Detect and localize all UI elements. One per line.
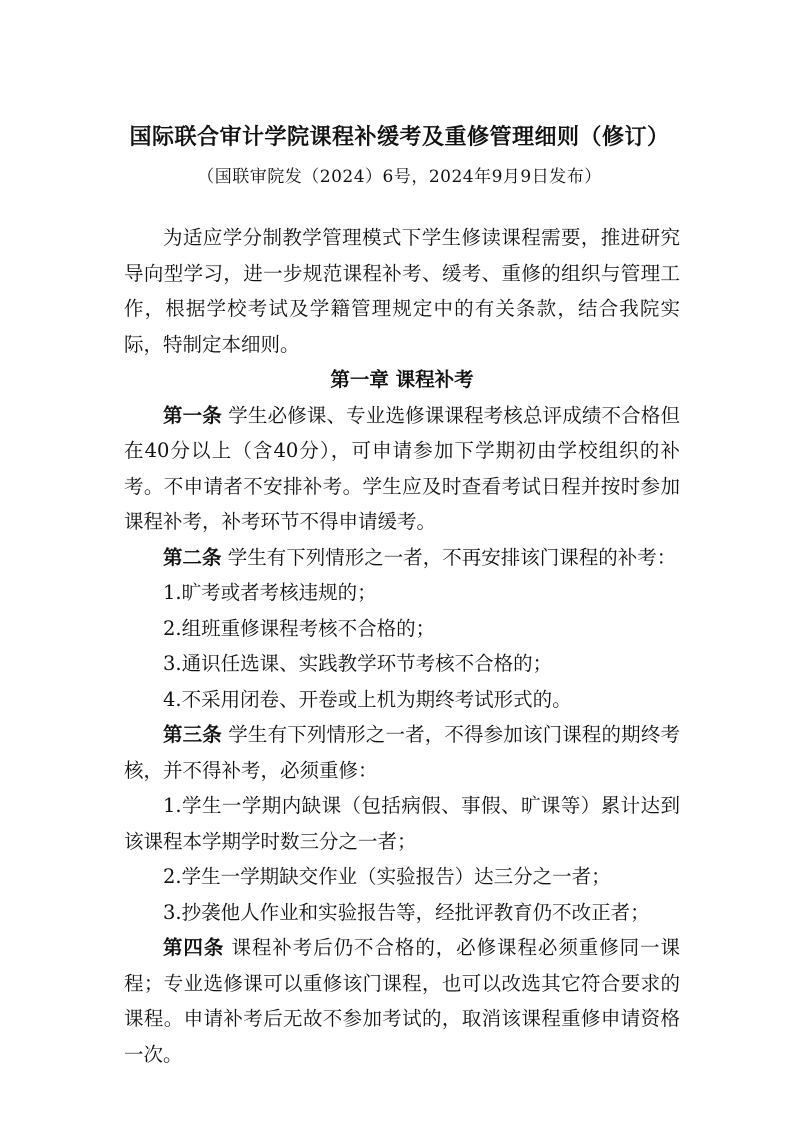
article-4 xyxy=(124,930,680,1072)
intro-paragraph: 为适应学分制教学管理模式下学生修读课程需要，推进研究导向型学习，进一步规范课程补考、缓考、重修的组织与管理工作，根据学校考试及学籍管理规定中的有关条款，结合我院实际，特制定本细则。 xyxy=(124,226,680,356)
article-3-item: 3.抄袭他人作业和实验报告等，经批评教育仍不改正者； xyxy=(163,900,650,924)
article-2-label: 第二条 xyxy=(163,545,222,569)
article-3-label: 第三条 xyxy=(163,723,222,746)
document-title: 国际联合审计学院课程补缓考及重修管理细则（修订） xyxy=(129,125,670,150)
article-4-text: 课程补考后仍不合格的，必修课程必须重修同一课程；专业选修课可以重修该门课程，也可以改选其它符合要求的课程。申请补考后无故不参加考试的，取消该课程重修申请资格一次。 xyxy=(124,936,680,1066)
chapter-heading: 第一章 课程补考 xyxy=(330,368,474,391)
article-2 xyxy=(124,540,680,576)
article-2-item: 3.通识任选课、实践教学环节考核不合格的； xyxy=(163,652,553,675)
article-3-item: 1.学生一学期内缺课（包括病假、事假、旷课等）累计达到该课程本学期学时数三分之一者； xyxy=(124,794,680,853)
article-2-text: 学生有下列情形之一者，不再安排该门课程的补考： xyxy=(227,545,677,569)
article-2-item: 4.不采用闭卷、开卷或上机为期终考试形式的。 xyxy=(163,687,572,711)
article-3 xyxy=(124,717,680,788)
article-3-text: 学生有下列情形之一者，不得参加该门课程的期终考核，并不得补考，必须重修： xyxy=(124,723,680,782)
document-subtitle: （国联审院发（2024）6号，2024年9月9日发布） xyxy=(197,167,602,187)
article-2-item: 2.组班重修课程考核不合格的； xyxy=(163,616,436,640)
article-1 xyxy=(124,398,680,540)
article-4-label: 第四条 xyxy=(163,936,225,959)
document-body xyxy=(124,220,680,1072)
article-3-item: 2.学生一学期缺交作业（实验报告）达三分之一者； xyxy=(163,865,611,888)
article-1-label: 第一条 xyxy=(163,403,222,427)
article-1-text: 学生必修课、专业选修课课程考核总评成绩不合格但在40分以上（含40分），可申请参加下学期初由学校组织的补考。不申请者不安排补考。学生应及时查看考试日程并按时参加课程补考，补考环节不得申请缓考。 xyxy=(124,403,680,533)
article-2-item: 1.旷考或者考核违规的； xyxy=(163,581,377,604)
